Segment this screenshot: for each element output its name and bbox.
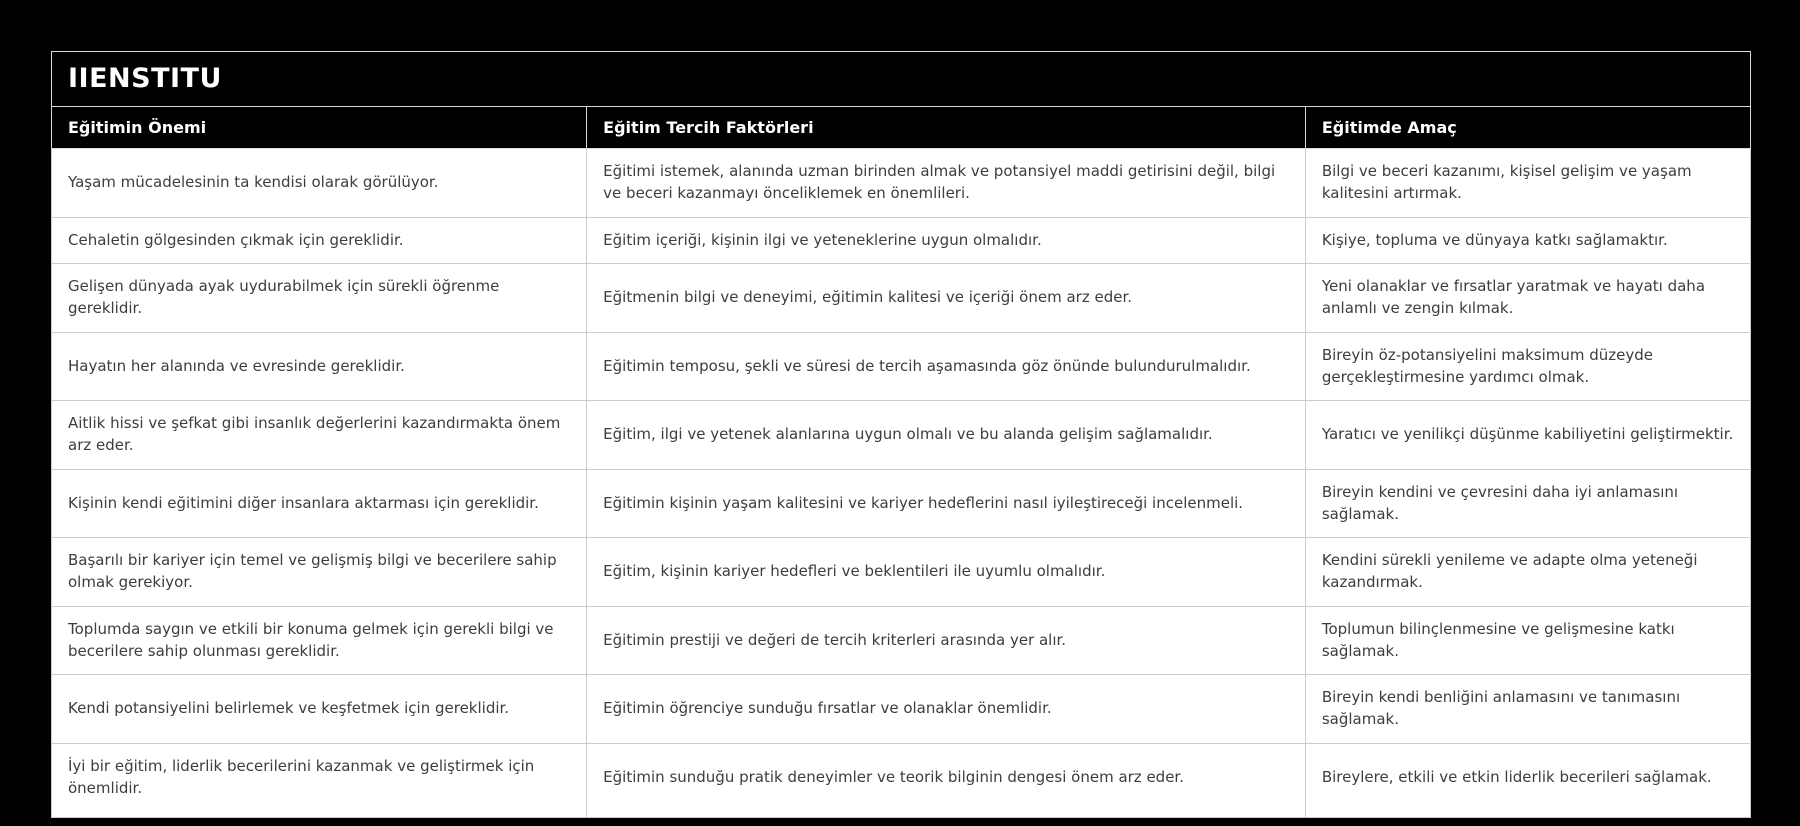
table-cell: Bireyin kendini ve çevresini daha iyi anlamasını sağlamak. [1305, 469, 1750, 538]
table-body [52, 149, 1751, 818]
table-cell: Eğitim içeriği, kişinin ilgi ve yeteneklerine uygun olmalıdır. [587, 217, 1306, 264]
table-cell: Hayatın her alanında ve evresinde gereklidir. [52, 332, 587, 401]
table-row [52, 538, 1751, 607]
table-row [52, 606, 1751, 675]
table-row [52, 332, 1751, 401]
table-cell: Yeni olanaklar ve fırsatlar yaratmak ve hayatı daha anlamlı ve zengin kılmak. [1305, 264, 1750, 333]
table-row [52, 743, 1751, 818]
table-cell: Toplumda saygın ve etkili bir konuma gelmek için gerekli bilgi ve becerilere sahip olunması gereklidir. [52, 606, 587, 675]
table-cell: Eğitimin öğrenciye sunduğu fırsatlar ve olanaklar önemlidir. [587, 675, 1306, 744]
table-row [52, 401, 1751, 470]
table-cell: Eğitimin prestiji ve değeri de tercih kriterleri arasında yer alır. [587, 606, 1306, 675]
table-cell: Kişinin kendi eğitimini diğer insanlara aktarması için gereklidir. [52, 469, 587, 538]
title-row [52, 52, 1751, 107]
table-cell: Gelişen dünyada ayak uydurabilmek için sürekli öğrenme gereklidir. [52, 264, 587, 333]
table-cell: Yaratıcı ve yenilikçi düşünme kabiliyetini geliştirmektir. [1305, 401, 1750, 470]
column-header-egitimde-amac: Eğitimde Amaç [1305, 107, 1750, 149]
page-title: IIENSTITU [52, 52, 1751, 107]
table-cell: Kişiye, topluma ve dünyaya katkı sağlamaktır. [1305, 217, 1750, 264]
table-row [52, 264, 1751, 333]
table-cell: Eğitimi istemek, alanında uzman birinden almak ve potansiyel maddi getirisini değil, bilgi ve beceri kazanmayı önceliklemek en önemlileri. [587, 149, 1306, 218]
table-cell: Kendi potansiyelini belirlemek ve keşfetmek için gereklidir. [52, 675, 587, 744]
content-table-container [51, 51, 1751, 818]
table-cell: Bireyin kendi benliğini anlamasını ve tanımasını sağlamak. [1305, 675, 1750, 744]
table-cell: İyi bir eğitim, liderlik becerilerini kazanmak ve geliştirmek için önemlidir. [52, 743, 587, 818]
column-header-egitimin-onemi: Eğitimin Önemi [52, 107, 587, 149]
table-cell: Bilgi ve beceri kazanımı, kişisel gelişim ve yaşam kalitesini artırmak. [1305, 149, 1750, 218]
table-cell: Cehaletin gölgesinden çıkmak için gereklidir. [52, 217, 587, 264]
table-cell: Toplumun bilinçlenmesine ve gelişmesine katkı sağlamak. [1305, 606, 1750, 675]
table-cell: Kendini sürekli yenileme ve adapte olma yeteneği kazandırmak. [1305, 538, 1750, 607]
table-head [52, 52, 1751, 149]
table-cell: Eğitimin sunduğu pratik deneyimler ve teorik bilginin dengesi önem arz eder. [587, 743, 1306, 818]
education-table [51, 51, 1751, 818]
table-cell: Eğitimin kişinin yaşam kalitesini ve kariyer hedeflerini nasıl iyileştireceği incelenmeli. [587, 469, 1306, 538]
table-cell: Eğitim, ilgi ve yetenek alanlarına uygun olmalı ve bu alanda gelişim sağlamalıdır. [587, 401, 1306, 470]
table-cell: Aitlik hissi ve şefkat gibi insanlık değerlerini kazandırmakta önem arz eder. [52, 401, 587, 470]
table-cell: Eğitimin temposu, şekli ve süresi de tercih aşamasında göz önünde bulundurulmalıdır. [587, 332, 1306, 401]
column-header-row [52, 107, 1751, 149]
table-cell: Bireylere, etkili ve etkin liderlik becerileri sağlamak. [1305, 743, 1750, 818]
table-cell: Başarılı bir kariyer için temel ve gelişmiş bilgi ve becerilere sahip olmak gerekiyor. [52, 538, 587, 607]
table-row [52, 217, 1751, 264]
table-cell: Yaşam mücadelesinin ta kendisi olarak görülüyor. [52, 149, 587, 218]
table-cell: Bireyin öz-potansiyelini maksimum düzeyde gerçekleştirmesine yardımcı olmak. [1305, 332, 1750, 401]
table-row [52, 149, 1751, 218]
column-header-egitim-tercih-faktorleri: Eğitim Tercih Faktörleri [587, 107, 1306, 149]
table-cell: Eğitim, kişinin kariyer hedefleri ve beklentileri ile uyumlu olmalıdır. [587, 538, 1306, 607]
table-row [52, 675, 1751, 744]
table-cell: Eğitmenin bilgi ve deneyimi, eğitimin kalitesi ve içeriği önem arz eder. [587, 264, 1306, 333]
table-row [52, 469, 1751, 538]
